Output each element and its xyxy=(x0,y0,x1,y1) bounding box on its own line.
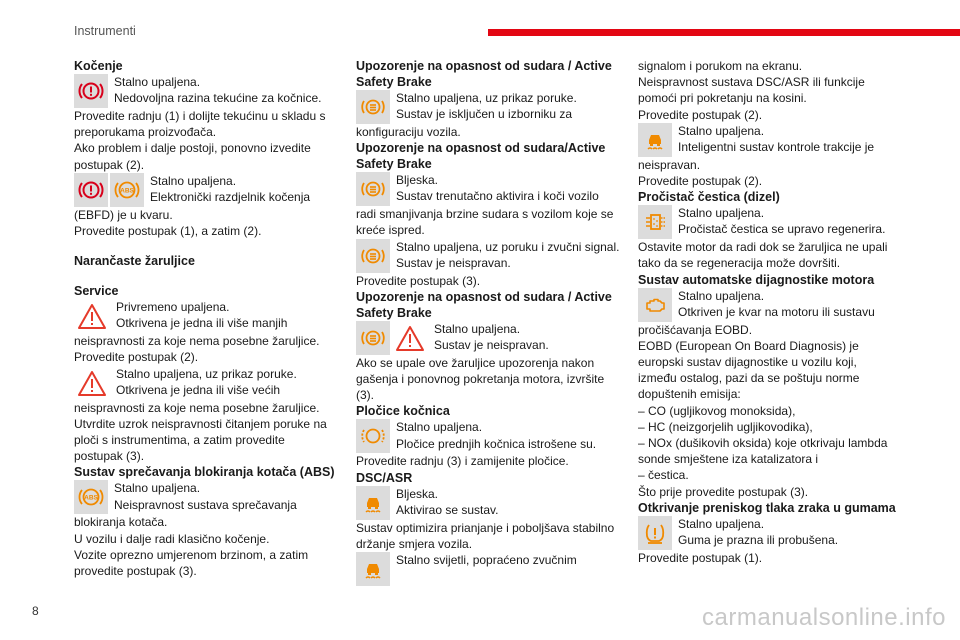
svg-text:ABS: ABS xyxy=(84,494,98,502)
collision-alert-icon xyxy=(356,172,390,206)
heading-dsc-asr: DSC/ASR xyxy=(356,470,413,485)
column-3 xyxy=(638,58,896,566)
description-text: Otkrivena je jedna ili više većih xyxy=(116,382,281,397)
heading-tyre-pressure: Otkrivanje preniskog tlaka zraka u gumama xyxy=(638,500,896,515)
page-number: 8 xyxy=(32,604,39,618)
status-text: Stalno svijetli, popraćeno zvučnim xyxy=(396,553,577,568)
ebfd-row xyxy=(74,173,336,207)
heading-asb-2: Upozorenje na opasnost od sudara/Active Safety Brake xyxy=(356,141,606,172)
traction-control-icon xyxy=(638,123,672,157)
list-item: – čestica. xyxy=(638,468,689,483)
header-accent-bar xyxy=(488,29,960,36)
brake-fluid-row xyxy=(74,74,336,108)
description-text: Sustav je isključen u izborniku za xyxy=(396,107,573,122)
description-text: Pločice prednjih kočnica istrošene su. xyxy=(396,436,597,451)
dsc-fault-row xyxy=(356,552,622,586)
dpf-row xyxy=(638,205,896,239)
status-text: Stalno upaljena. xyxy=(114,481,201,496)
heading-brake-pads: Pločice kočnica xyxy=(356,404,450,419)
body-text: radi smanjivanja brzine sudara s vozilom koje se kreće ispred. xyxy=(356,207,614,238)
body-text: Ako problem i dalje postoji, ponovno izvedite postupak (2). xyxy=(74,141,311,172)
description-text: Sustav je neispravan. xyxy=(396,255,511,270)
body-text: neispravnosti za koje nema posebne žaruljice. xyxy=(74,400,320,415)
traction-control-icon xyxy=(356,552,390,586)
abs-icon xyxy=(110,173,144,207)
heading-brake: Kočenje xyxy=(74,59,123,73)
status-text: Stalno upaljena. xyxy=(678,123,765,138)
body-text: Provedite postupak (1). xyxy=(638,550,763,565)
particle-filter-icon xyxy=(638,205,672,239)
abs-row xyxy=(74,480,336,514)
body-text: konfiguraciju vozila. xyxy=(356,125,461,139)
heading-eobd: Sustav automatske dijagnostike motora xyxy=(638,272,875,287)
list-item: – CO (ugljikovog monoksida), xyxy=(638,403,796,418)
status-text: Stalno upaljena. xyxy=(396,420,483,435)
description-text: Nedovoljna razina tekućine za kočnice. xyxy=(114,91,322,106)
description-text: Pročistač čestica se upravo regenerira. xyxy=(678,222,886,237)
tyre-pressure-icon xyxy=(638,516,672,550)
abs-icon xyxy=(74,480,108,514)
body-text: (EBFD) je u kvaru. xyxy=(74,207,173,222)
heading-asb-1: Upozorenje na opasnost od sudara / Active Safety Brake xyxy=(356,59,612,89)
status-text: Stalno upaljena, uz prikaz poruke. xyxy=(116,366,297,381)
warning-triangle-icon xyxy=(74,366,110,400)
heading-abs: Sustav sprečavanja blokiranja kotača (ABS) xyxy=(74,465,335,480)
body-text: U vozilu i dalje radi klasično kočenje. xyxy=(74,531,270,546)
status-text: Stalno upaljena. xyxy=(678,516,765,531)
asb2-fault-row xyxy=(356,239,622,273)
tpms-row xyxy=(638,516,896,550)
list-item: – NOx (dušikovih oksida) koje otkrivaju lambda sonde smještene iza katalizatora i xyxy=(638,436,888,467)
collision-alert-icon xyxy=(356,239,390,273)
asb2-flash-row xyxy=(356,172,622,206)
body-text: Provedite postupak (2). xyxy=(74,350,199,365)
column-1 xyxy=(74,58,336,579)
body-text: blokiranja kotača. xyxy=(74,515,168,530)
body-text: Što prije provedite postupak (3). xyxy=(638,484,809,499)
heading-orange-lamps: Narančaste žaruljice xyxy=(74,254,195,269)
description-text: Inteligentni sustav kontrole trakcije je xyxy=(678,140,875,155)
watermark: carmanualsonline.info xyxy=(702,604,946,631)
description-text: Elektronički razdjelnik kočenja xyxy=(150,190,311,205)
description-text: Aktivirao se sustav. xyxy=(396,502,499,517)
body-text: EOBD (European On Board Diagnosis) je europski sustav dijagnostike u vozilu koji, između ostalog, pazi da se poštuju norme dopuštenih emisija: xyxy=(638,338,860,402)
dsc-flash-row xyxy=(356,486,622,520)
pads-row xyxy=(356,419,622,453)
status-text: Stalno upaljena. xyxy=(114,75,201,89)
status-text: Privremeno upaljena. xyxy=(116,300,230,315)
description-text: Guma je prazna ili probušena. xyxy=(678,533,839,548)
body-text: Sustav optimizira prianjanje i poboljšava stabilno držanje smjera vozila. xyxy=(356,520,615,551)
asb1-row xyxy=(356,90,622,124)
body-text: Provedite radnju (3) i zamijenite pločice. xyxy=(356,454,569,469)
service-minor-row xyxy=(74,299,336,333)
body-text: Provedite postupak (1), a zatim (2). xyxy=(74,224,262,239)
warning-triangle-icon xyxy=(74,299,110,333)
brake-pad-wear-icon xyxy=(356,419,390,453)
description-text: Sustav je neispravan. xyxy=(434,338,549,353)
body-text: Provedite postupak (2). xyxy=(638,174,763,189)
body-text: Ako se upale ove žaruljice upozorenja nakon gašenja i ponovnog pokretanja motora, izvršite (3). xyxy=(356,355,605,403)
list-item: – HC (neizgorjelih ugljikovodika), xyxy=(638,419,813,434)
description-text: Otkriven je kvar na motoru ili sustavu xyxy=(678,304,875,319)
brake-warning-icon xyxy=(74,74,108,108)
body-text: signalom i porukom na ekranu. xyxy=(638,59,803,73)
itc-row xyxy=(638,123,896,157)
status-text: Stalno upaljena, uz poruku i zvučni signal. xyxy=(396,239,620,254)
description-text: Neispravnost sustava sprečavanja xyxy=(114,497,297,512)
body-text: Provedite postupak (3). xyxy=(356,273,481,288)
section-title: Instrumenti xyxy=(74,24,136,38)
body-text: neispravan. xyxy=(638,157,701,172)
heading-asb-3: Upozorenje na opasnost od sudara / Active Safety Brake xyxy=(356,289,612,320)
svg-text:ABS: ABS xyxy=(120,187,134,195)
traction-control-icon xyxy=(356,486,390,520)
body-text: Utvrdite uzrok neispravnosti čitanjem poruke na ploči s instrumentima, a zatim provedite postupak (3). xyxy=(74,416,327,464)
body-text: pročišćavanja EOBD. xyxy=(638,322,753,337)
collision-alert-icon xyxy=(356,90,390,124)
warning-triangle-icon xyxy=(392,321,428,355)
description-text: Sustav trenutačno aktivira i koči vozilo xyxy=(396,189,599,204)
status-text: Bljeska. xyxy=(396,173,439,188)
brake-warning-icon xyxy=(74,173,108,207)
status-text: Stalno upaljena, uz prikaz poruke. xyxy=(396,91,577,105)
service-major-row xyxy=(74,366,336,400)
asb3-row xyxy=(356,321,622,355)
body-text: neispravnosti za koje nema posebne žaruljice. xyxy=(74,334,320,349)
status-text: Stalno upaljena. xyxy=(678,288,765,303)
body-text: Neispravnost sustava DSC/ASR ili funkcije pomoći pri pokretanju na kosini. xyxy=(638,75,865,106)
heading-service: Service xyxy=(74,284,119,299)
engine-check-icon xyxy=(638,288,672,322)
description-text: Otkrivena je jedna ili više manjih xyxy=(116,316,288,331)
collision-alert-icon xyxy=(356,321,390,355)
body-text: Ostavite motor da radi dok se žaruljica ne upali tako da se regeneracija može dovršiti. xyxy=(638,240,888,271)
body-text: Provedite radnju (1) i dolijte tekućinu u skladu s preporukama proizvođača. xyxy=(74,109,326,140)
status-text: Stalno upaljena. xyxy=(150,173,237,188)
body-text: Provedite postupak (2). xyxy=(638,107,763,122)
eobd-row xyxy=(638,288,896,322)
body-text: Vozite oprezno umjerenom brzinom, a zatim provedite postupak (3). xyxy=(74,547,309,579)
status-text: Stalno upaljena. xyxy=(434,321,521,336)
heading-particle-filter: Pročistač čestica (dizel) xyxy=(638,190,780,205)
status-text: Stalno upaljena. xyxy=(678,206,765,221)
status-text: Bljeska. xyxy=(396,486,439,501)
column-2 xyxy=(356,58,622,586)
